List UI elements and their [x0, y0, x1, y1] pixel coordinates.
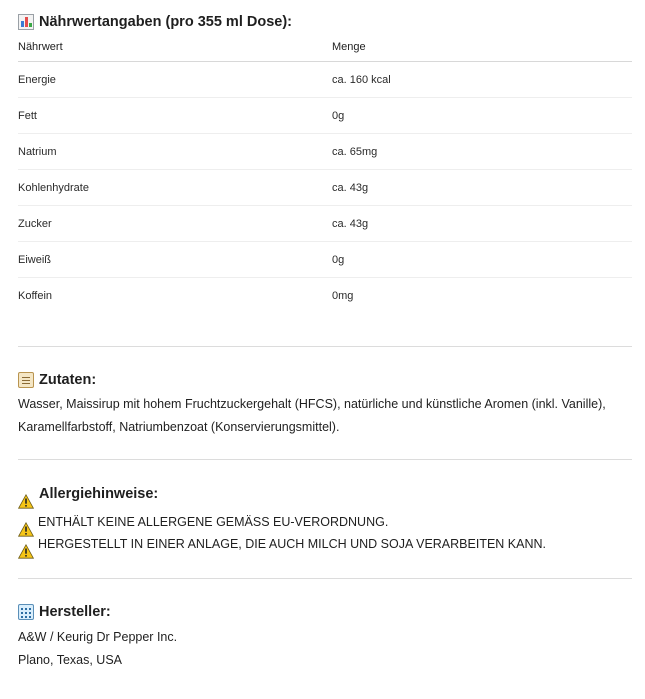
nutrient-name: Natrium	[18, 145, 57, 158]
nutrient-amount: ca. 43g	[332, 217, 369, 230]
nutrient-amount: 0mg	[332, 289, 354, 302]
allergen-notice-text: ENTHÄLT KEINE ALLERGENE GEMÄSS EU-VERORDNUNG.	[38, 514, 389, 529]
table-row	[18, 62, 632, 98]
manufacturer-section	[18, 579, 632, 672]
nutrient-name: Zucker	[18, 217, 52, 230]
ingredients-heading	[18, 372, 632, 388]
ingredients-section	[18, 347, 632, 439]
nutrient-name: Energie	[18, 73, 56, 86]
manufacturer-name: A&W / Keurig Dr Pepper Inc.	[18, 629, 178, 644]
column-header-amount: Menge	[332, 41, 366, 53]
table-row	[18, 278, 632, 314]
abacus-icon	[18, 604, 34, 620]
nutrient-amount: 0g	[332, 253, 345, 266]
table-row	[18, 98, 632, 134]
nutrient-amount: 0g	[332, 109, 345, 122]
nutrition-section	[18, 0, 632, 314]
manufacturer-location: Plano, Texas, USA	[18, 652, 122, 667]
nutrient-amount: ca. 160 kcal	[332, 73, 391, 86]
nutrient-amount: ca. 65mg	[332, 145, 378, 158]
allergen-notice-text: HERGESTELLT IN EINER ANLAGE, DIE AUCH MILCH UND SOJA VERARBEITEN KANN.	[38, 536, 546, 551]
allergens-section	[18, 460, 632, 555]
allergens-heading-text: Allergiehinweise:	[39, 485, 159, 502]
table-header-row	[18, 33, 632, 62]
nutrition-heading	[18, 14, 632, 30]
column-header-nutrient: Nährwert	[18, 41, 63, 53]
nutrient-name: Kohlenhydrate	[18, 181, 89, 194]
manufacturer-heading	[18, 604, 632, 620]
scroll-icon	[18, 372, 34, 388]
manufacturer-heading-text: Hersteller:	[39, 603, 111, 620]
ingredients-heading-text: Zutaten:	[39, 371, 97, 388]
nutrient-name: Fett	[18, 109, 37, 122]
allergens-heading	[18, 486, 632, 502]
table-row	[18, 170, 632, 206]
allergen-notice	[18, 533, 632, 555]
table-row	[18, 134, 632, 170]
nutrition-table	[18, 33, 632, 314]
table-row	[18, 206, 632, 242]
table-row	[18, 242, 632, 278]
ingredients-text: Wasser, Maissirup mit hohem Fruchtzuckergehalt (HFCS), natürliche und künstliche Aromen (inkl. Vanille), Karamellfarbstoff, Natriumbenzoat (Konservierungsmittel).	[18, 396, 606, 434]
allergen-notice	[18, 511, 632, 533]
nutrient-amount: ca. 43g	[332, 181, 369, 194]
nutrient-name: Koffein	[18, 289, 53, 302]
nutrition-heading-text: Nährwertangaben (pro 355 ml Dose):	[39, 14, 292, 30]
bar-chart-icon	[18, 14, 34, 30]
nutrient-name: Eiweiß	[18, 253, 52, 266]
